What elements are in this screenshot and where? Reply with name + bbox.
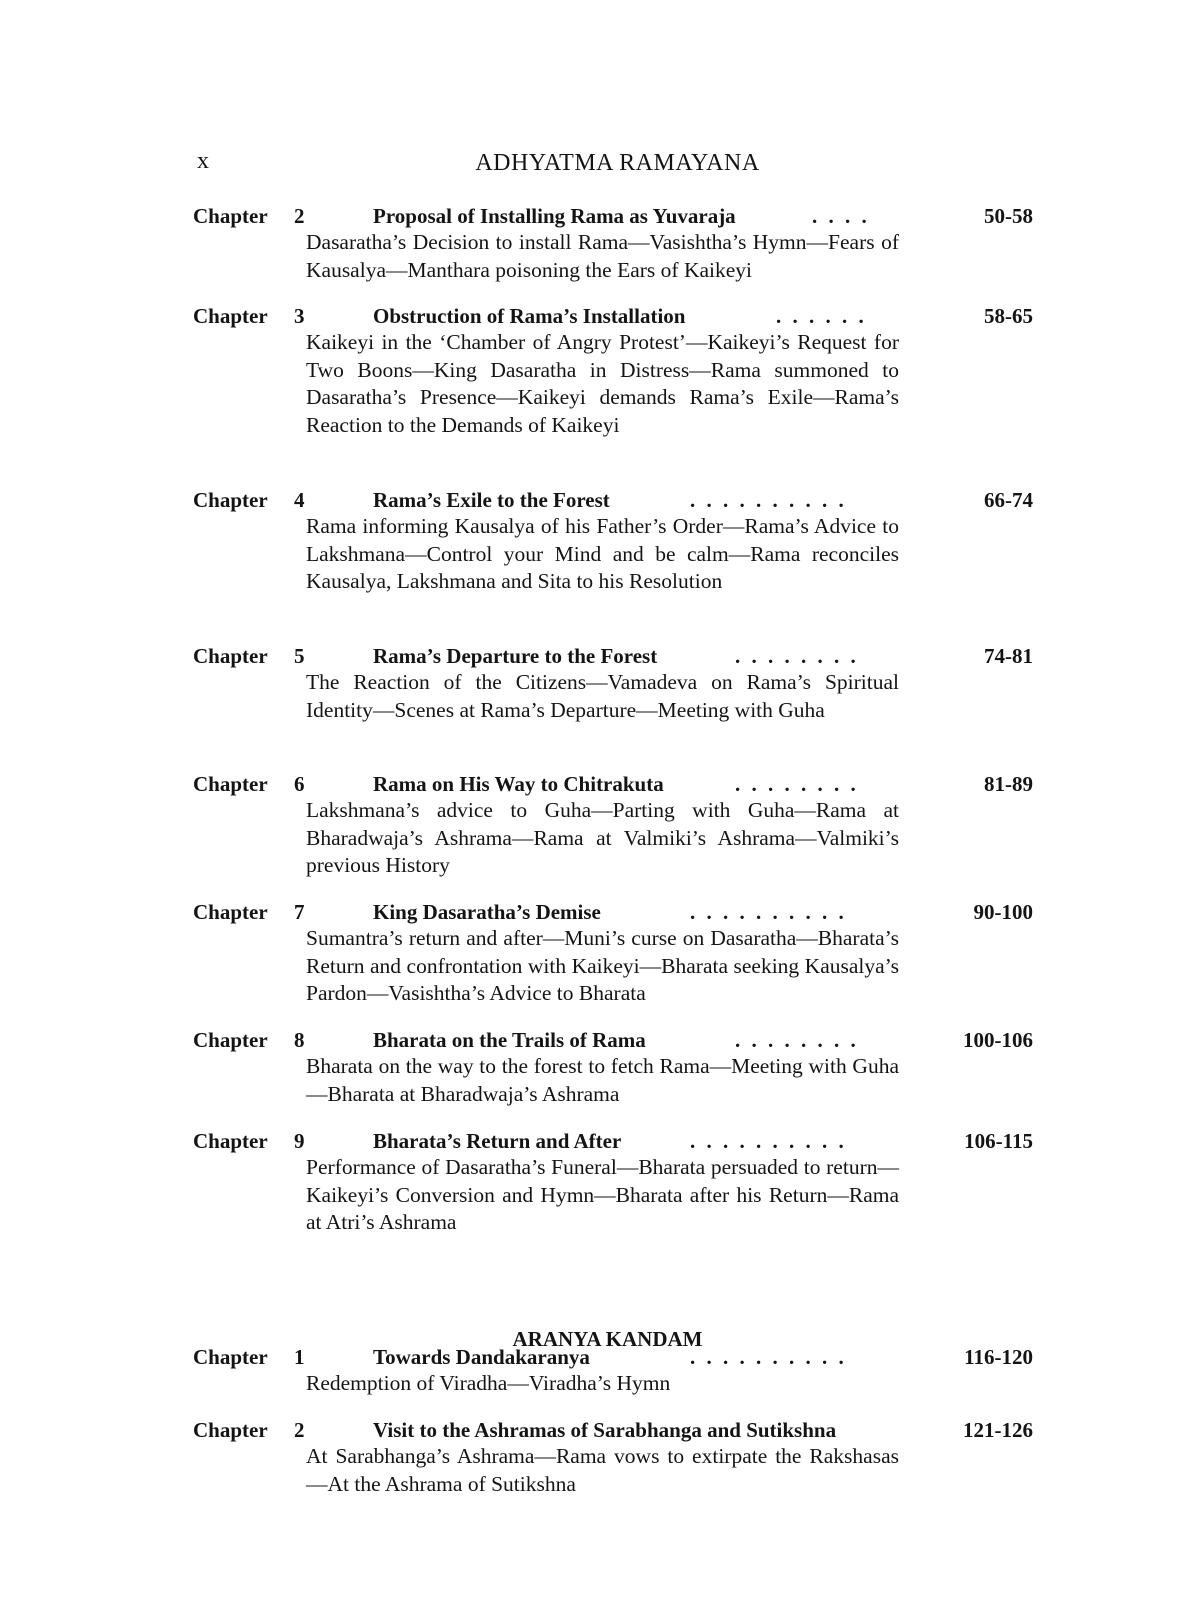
chapter-number: 2 [294,204,305,228]
dot-leader: . . . . . . . . . . [690,900,847,924]
chapter-number: 6 [294,772,305,796]
page-range: 100-106 [963,1028,1033,1052]
chapter-title: King Dasaratha’s Demise [373,900,601,924]
dot-leader: . . . . . . . . . . [690,1345,847,1369]
dot-leader: . . . . . . . . [735,644,859,668]
dot-leader: . . . . . . . . [735,772,859,796]
chapter-summary: Rama informing Kausalya of his Father’s Order—Rama’s Advice to Lakshmana—Control your Mind and be calm—Rama reconciles Kausalya, Lakshmana and Sita to his Resolution [306,514,899,593]
running-title: ADHYATMA RAMAYANA [475,150,760,176]
chapter-title: Towards Dandakaranya [373,1345,590,1369]
chapter-label: Chapter [193,644,268,668]
chapter-label: Chapter [193,204,268,228]
chapter-number: 5 [294,644,305,668]
chapter-label: Chapter [193,1028,268,1052]
chapter-title: Obstruction of Rama’s Installation [373,304,686,328]
chapter-title: Rama’s Exile to the Forest [373,488,610,512]
section-heading: ARANYA KANDAM [512,1327,703,1351]
chapter-number: 2 [294,1418,305,1442]
chapter-summary: Bharata on the way to the forest to fetch Rama—Meeting with Guha—Bharata at Bharadwaja’s Ashrama [306,1054,899,1106]
dot-leader: . . . . . . . . [735,1028,859,1052]
page-range: 90-100 [973,900,1033,924]
chapter-number: 4 [294,488,305,512]
dot-leader: . . . . . . . . . . [690,488,847,512]
chapter-title: Proposal of Installing Rama as Yuvaraja [373,204,736,228]
page-range: 121-126 [963,1418,1033,1442]
chapter-label: Chapter [193,772,268,796]
chapter-label: Chapter [193,1345,268,1369]
chapter-number: 3 [294,304,305,328]
chapter-title: Rama’s Departure to the Forest [373,644,658,668]
chapter-summary: The Reaction of the Citizens—Vamadeva on Rama’s Spiritual Identity—Scenes at Rama’s Departure—Meeting with Guha [306,670,899,722]
page-range: 74-81 [984,644,1033,668]
chapter-label: Chapter [193,1129,268,1153]
chapter-label: Chapter [193,1418,268,1442]
chapter-title: Bharata’s Return and After [373,1129,622,1153]
chapter-summary: Sumantra’s return and after—Muni’s curse on Dasaratha—Bharata’s Return and confrontation with Kaikeyi—Bharata seeking Kausalya’s Pardon—Vasishtha’s Advice to Bharata [306,926,899,1005]
chapter-title: Bharata on the Trails of Rama [373,1028,646,1052]
dot-leader: . . . . . . . . . . [690,1129,847,1153]
chapter-summary: Dasaratha’s Decision to install Rama—Vasishtha’s Hymn—Fears of Kausalya—Manthara poisoning the Ears of Kaikeyi [306,230,899,282]
chapter-number: 1 [294,1345,305,1369]
page-number: x [197,148,209,174]
page-range: 81-89 [984,772,1033,796]
chapter-summary: Lakshmana’s advice to Guha—Parting with Guha—Rama at Bharadwaja’s Ashrama—Rama at Valmiki’s Ashrama—Valmiki’s previous History [306,798,899,877]
chapter-summary: Redemption of Viradha—Viradha’s Hymn [306,1371,671,1395]
chapter-summary: Performance of Dasaratha’s Funeral—Bharata persuaded to return—Kaikeyi’s Conversion and Hymn—Bharata after his Return—Rama at Atri’s Ashrama [306,1155,899,1234]
chapter-summary: Kaikeyi in the ‘Chamber of Angry Protest’—Kaikeyi’s Request for Two Boons—King Dasaratha in Distress—Rama summoned to Dasaratha’s Presence—Kaikeyi demands Rama’s Exile—Rama’s Reaction to the Demands of Kaikeyi [306,330,899,437]
chapter-label: Chapter [193,304,268,328]
chapter-summary: At Sarabhanga’s Ashrama—Rama vows to extirpate the Rakshasas—At the Ashrama of Sutikshna [306,1444,899,1496]
page-range: 106-115 [964,1129,1033,1153]
chapter-number: 9 [294,1129,305,1153]
page-range: 116-120 [964,1345,1033,1369]
dot-leader: . . . . [812,204,870,228]
page-range: 58-65 [984,304,1033,328]
dot-leader: . . . . . . [776,304,867,328]
page-range: 50-58 [984,204,1033,228]
page-range: 66-74 [984,488,1033,512]
chapter-label: Chapter [193,900,268,924]
chapter-title: Rama on His Way to Chitrakuta [373,772,664,796]
chapter-number: 8 [294,1028,305,1052]
chapter-label: Chapter [193,488,268,512]
chapter-title: Visit to the Ashramas of Sarabhanga and Sutikshna [373,1418,837,1442]
chapter-number: 7 [294,900,305,924]
